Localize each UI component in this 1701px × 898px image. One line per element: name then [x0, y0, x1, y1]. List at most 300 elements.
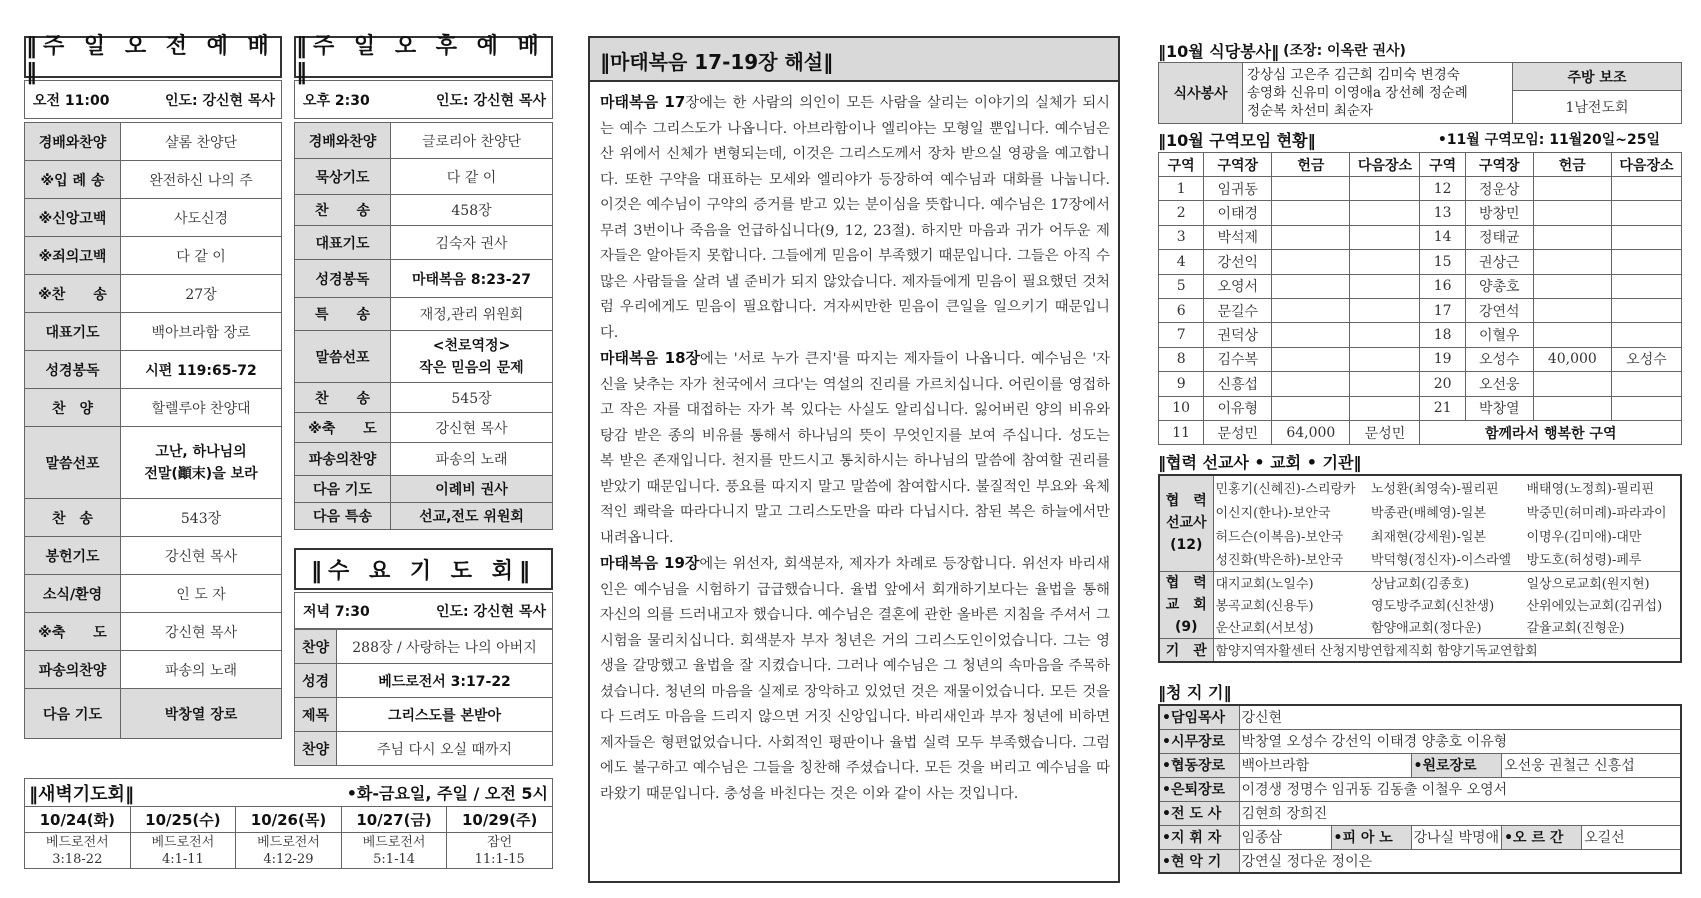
- afternoon-row-label: 경배와찬양: [295, 123, 391, 159]
- morning-row-label: 소식/환영: [25, 575, 121, 613]
- district-cell: 13: [1420, 201, 1465, 225]
- morning-row-label: ※신앙고백: [25, 199, 121, 237]
- morning-row: [25, 427, 282, 499]
- district-row: [1159, 323, 1682, 347]
- district-cell: 임귀동: [1204, 177, 1272, 201]
- cafeteria-chair: (조장: 이옥란 권사): [1283, 43, 1406, 59]
- district-cell: [1272, 372, 1350, 396]
- district-next: •11월 구역모임: 11월20일~25일: [1437, 132, 1660, 148]
- staff-organ-label: •오 르 간: [1502, 825, 1582, 849]
- afternoon-row: [295, 476, 553, 503]
- afternoon-row: [295, 195, 553, 226]
- district-cell: 20: [1420, 372, 1465, 396]
- district-cell: 정운상: [1465, 177, 1533, 201]
- wednesday-row: [295, 732, 553, 766]
- staff: [1158, 678, 1682, 874]
- district-cell: [1350, 347, 1420, 371]
- kitchen-label: 주방 보조: [1513, 63, 1682, 91]
- missionary-entry: 이명우(김미애)-대만: [1526, 529, 1642, 545]
- district-cell: 11: [1159, 420, 1204, 444]
- district-cell: 권상근: [1465, 250, 1533, 274]
- district-cell: 1: [1159, 177, 1204, 201]
- afternoon-row-value: 김숙자 권사: [391, 226, 553, 260]
- missionary-entry: 노성환(최영숙)-필리핀: [1371, 482, 1499, 497]
- district-cell: [1533, 396, 1611, 420]
- district-cell: 김수복: [1204, 347, 1272, 371]
- missionary-entry: 민홍기(신혜진)-스리랑카: [1215, 482, 1356, 497]
- afternoon-row-label: 성경봉독: [295, 260, 391, 298]
- commentary-head-18: 마태복음 18장: [600, 349, 701, 367]
- afternoon-row-label: 파송의찬양: [295, 443, 391, 476]
- dawn-verse: 4:12-29: [263, 851, 314, 867]
- cafeteria-service: [1158, 38, 1682, 124]
- district-cell: 문성민: [1204, 420, 1272, 444]
- district-cell: [1533, 201, 1611, 225]
- district-cell: [1611, 298, 1681, 322]
- afternoon-row-value: 선교,전도 위원회: [391, 503, 553, 530]
- wednesday-row-value: 주님 다시 오실 때까지: [337, 732, 553, 766]
- wednesday-row-value: 그리스도를 본받아: [337, 698, 553, 732]
- afternoon-row: [295, 226, 553, 260]
- district-cell: [1533, 298, 1611, 322]
- afternoon-worship: [294, 36, 553, 530]
- staff-honor: 오선웅 권철근 신흥섭: [1502, 753, 1681, 777]
- district-cell: 이혈우: [1465, 323, 1533, 347]
- district-cell: [1272, 250, 1350, 274]
- district-cell: [1533, 250, 1611, 274]
- district-row: [1159, 250, 1682, 274]
- church-entry: 대지교회(노일수): [1213, 571, 1369, 593]
- district-cell: 21: [1420, 396, 1465, 420]
- district-cell: 17: [1420, 298, 1465, 322]
- dawn-reading: [130, 833, 236, 869]
- district-header: 다음장소: [1350, 153, 1420, 177]
- afternoon-row: [295, 443, 553, 476]
- staff-elders: 박창열 오성수 강선익 이태경 양총호 이유형: [1239, 729, 1681, 753]
- dawn-note: •화-금요일, 주일 / 오전 5시: [346, 784, 548, 803]
- partners-title: ‖협력 선교사 • 교회 • 기관‖: [1158, 452, 1362, 472]
- commentary: [588, 36, 1120, 883]
- org-entries: 함양지역자활센터 산청지방연합제직회 함양기독교연합회: [1213, 638, 1681, 662]
- district-cell: 문성민: [1350, 420, 1420, 444]
- missionary-entry: 박종관(배혜영)-일본: [1371, 505, 1487, 521]
- afternoon-row-value: 글로리아 찬양단: [391, 123, 553, 159]
- afternoon-row: [295, 298, 553, 331]
- district-cell: 10: [1159, 396, 1204, 420]
- afternoon-row-value: 파송의 노래: [391, 443, 553, 476]
- dawn-day: 10/29(주): [447, 807, 553, 833]
- district-cell: 4: [1159, 250, 1204, 274]
- district-cell: 8: [1159, 347, 1204, 371]
- morning-row-value: 할렐루야 찬양대: [121, 389, 282, 427]
- afternoon-row-value: 다 같 이: [391, 159, 553, 195]
- district-cell: [1611, 201, 1681, 225]
- morning-row: [25, 613, 282, 651]
- afternoon-row-label: 대표기도: [295, 226, 391, 260]
- afternoon-row-value: 458장: [391, 195, 553, 226]
- morning-row: [25, 389, 282, 427]
- church-label: [1159, 571, 1213, 638]
- church-entry: 함양애교회(정다운): [1371, 621, 1482, 637]
- district-cell: [1611, 274, 1681, 298]
- dawn-book: 베드로전서: [151, 834, 215, 850]
- district-header: 구역: [1159, 153, 1204, 177]
- morning-row-value: 파송의 노래: [121, 651, 282, 689]
- dawn-reading: [341, 833, 447, 869]
- district-cell: [1350, 298, 1420, 322]
- district-cell: 64,000: [1272, 420, 1350, 444]
- church-entry: 산위에있는교회(김귀섭): [1526, 598, 1663, 614]
- wednesday-row-label: 제목: [295, 698, 337, 732]
- commentary-body: [590, 82, 1118, 807]
- afternoon-row: [295, 123, 553, 159]
- morning-row: [25, 651, 282, 689]
- church-entry: 일상으로교회(원지현): [1524, 571, 1681, 593]
- morning-leader: 인도: 강신현 목사: [133, 81, 281, 119]
- staff-cond-label: •지 휘 자: [1159, 825, 1239, 849]
- morning-row-value: 시편 119:65-72: [121, 351, 282, 389]
- morning-row-label: 봉헌기도: [25, 537, 121, 575]
- morning-row-value-line-1: 고난, 하나님의: [155, 443, 247, 460]
- district-cell: 오영서: [1204, 274, 1272, 298]
- district-cell: [1611, 177, 1681, 201]
- afternoon-order-table: [294, 122, 553, 530]
- district-cell: 14: [1420, 225, 1465, 249]
- district-row: [1159, 225, 1682, 249]
- district-cell: [1272, 396, 1350, 420]
- cafeteria-names-line-2: 송영화 신유미 이영애a 장선혜 정순례: [1247, 85, 1468, 101]
- partners: [1158, 448, 1682, 663]
- afternoon-row-label: 특 송: [295, 298, 391, 331]
- district-cell: 오성수: [1611, 347, 1681, 371]
- dawn-reading: [447, 833, 553, 869]
- dawn-book: 베드로전서: [45, 834, 109, 850]
- wednesday-order-table: [294, 629, 553, 766]
- afternoon-title: ‖주 일 오 후 예 배‖: [294, 36, 553, 78]
- morning-row: [25, 199, 282, 237]
- morning-row-label: ※입 례 송: [25, 161, 121, 199]
- district-row: [1159, 420, 1682, 444]
- cafeteria-names-line-1: 강상심 고은주 김근희 김미숙 변경숙: [1247, 67, 1460, 83]
- wednesday-row-value: 288장 / 사랑하는 나의 아버지: [337, 630, 553, 664]
- district-cell: [1533, 177, 1611, 201]
- morning-row-value: 샬롬 찬양단: [121, 123, 282, 161]
- morning-row-value-line-2: 전말(顚末)을 보라: [144, 465, 258, 482]
- morning-title: ‖주 일 오 전 예 배‖: [24, 36, 282, 78]
- commentary-title: ‖마태복음 17-19장 해설‖: [590, 38, 1118, 82]
- afternoon-row-label: 말씀선포: [295, 331, 391, 383]
- district-cell: [1350, 177, 1420, 201]
- district-row: [1159, 298, 1682, 322]
- district-row: [1159, 347, 1682, 371]
- morning-time: 오전 11:00: [25, 81, 134, 119]
- district-cell: 3: [1159, 225, 1204, 249]
- district-cell: 이유형: [1204, 396, 1272, 420]
- district-cell: 18: [1420, 323, 1465, 347]
- district-cell: [1272, 298, 1350, 322]
- district-header: 다음장소: [1611, 153, 1681, 177]
- morning-worship: [24, 36, 282, 739]
- morning-row-label: ※죄의고백: [25, 237, 121, 275]
- afternoon-time: 오후 2:30: [295, 81, 397, 119]
- staff-piano-label: •피 아 노: [1331, 825, 1411, 849]
- district-cell: [1272, 177, 1350, 201]
- dawn-prayer: [24, 778, 553, 869]
- staff-organ: 오길선: [1582, 825, 1681, 849]
- district-cell: 박창열: [1465, 396, 1533, 420]
- district-cell: 오성수: [1465, 347, 1533, 371]
- commentary-paragraph-18: [600, 346, 1110, 551]
- district-header: 헌금: [1533, 153, 1611, 177]
- district-cell: 9: [1159, 372, 1204, 396]
- district-header: 구역: [1420, 153, 1465, 177]
- district-cell: 19: [1420, 347, 1465, 371]
- morning-row: [25, 313, 282, 351]
- morning-row-label: 찬 양: [25, 389, 121, 427]
- district-cell: [1533, 274, 1611, 298]
- staff-retired: 이경생 정명수 임귀동 김동출 이철우 오영서: [1239, 777, 1681, 801]
- church-label-line-2: 교 회: [1165, 596, 1207, 613]
- morning-row: [25, 537, 282, 575]
- afternoon-row: [295, 383, 553, 413]
- district-cell: 7: [1159, 323, 1204, 347]
- morning-row: [25, 123, 282, 161]
- district-cell: [1350, 201, 1420, 225]
- church-entry: 영도방주교회(신찬생): [1371, 598, 1495, 614]
- district-cell: [1350, 372, 1420, 396]
- wednesday-row-label: 찬양: [295, 630, 337, 664]
- afternoon-row: [295, 260, 553, 298]
- wednesday-row: [295, 664, 553, 698]
- church-entry: 상남교회(김종호): [1369, 571, 1524, 593]
- commentary-paragraph-19: [600, 551, 1110, 807]
- morning-row-value: 543장: [121, 499, 282, 537]
- district-cell: 양총호: [1465, 274, 1533, 298]
- district-header: 헌금: [1272, 153, 1350, 177]
- missionary-entry: 박중민(허미례)-파라과이: [1526, 505, 1667, 521]
- morning-row: [25, 689, 282, 739]
- afternoon-row-label: ※축 도: [295, 413, 391, 443]
- afternoon-row-label: 찬 송: [295, 195, 391, 226]
- kitchen-value: 1남전도회: [1513, 91, 1682, 124]
- morning-row-label: ※찬 송: [25, 275, 121, 313]
- district-cell: 박석제: [1204, 225, 1272, 249]
- staff-retired-label: •은퇴장로: [1159, 777, 1239, 801]
- staff-cond: 임종삼: [1239, 825, 1331, 849]
- church-entry: 봉곡교회(신용두): [1215, 598, 1314, 614]
- dawn-day: 10/25(수): [130, 807, 236, 833]
- dawn-day: 10/26(목): [236, 807, 342, 833]
- district-row: [1159, 396, 1682, 420]
- district-cell: [1533, 372, 1611, 396]
- district-cell: [1533, 323, 1611, 347]
- staff-evang: 김현희 장희진: [1239, 801, 1681, 825]
- district-cell: [1272, 225, 1350, 249]
- afternoon-row-label: 다음 특송: [295, 503, 391, 530]
- morning-row-label: ※축 도: [25, 613, 121, 651]
- morning-row-label: 말씀선포: [25, 427, 121, 499]
- staff-evang-label: •전 도 사: [1159, 801, 1239, 825]
- afternoon-row: [295, 503, 553, 530]
- district-table: [1158, 152, 1682, 445]
- morning-row: [25, 351, 282, 389]
- district-cell: 방창민: [1465, 201, 1533, 225]
- wednesday-row-label: 찬양: [295, 732, 337, 766]
- district-cell: [1272, 274, 1350, 298]
- missionary-entry: 방도호(허성령)-페루: [1526, 553, 1642, 569]
- district-header: 구역장: [1204, 153, 1272, 177]
- staff-table: [1158, 704, 1682, 874]
- staff-piano: 강나실 박명애: [1411, 825, 1502, 849]
- missionary-entry: 배태영(노정희)-필리핀: [1526, 482, 1655, 497]
- dawn-book: 베드로전서: [257, 834, 320, 850]
- district-header: 구역장: [1465, 153, 1533, 177]
- afternoon-row-label: 찬 송: [295, 383, 391, 413]
- dawn-verse: 5:1-14: [373, 851, 415, 867]
- dawn-reading: [25, 833, 131, 869]
- commentary-text-19: 에는 위선자, 회색분자, 제자가 차례로 등장합니다. 위선자 바리새인은 예수님을 시험하기 급급했습니다. 율법 앞에서 회개하기보다는 율법을 통해 자신의 의를 드러내고자 했습니다. 예수님은 결혼에 관한 올바른 지침을 주셔서 그 시험을 물리치십니다. 회색분자 부자 청년은 거의 그리스도인이었습니다. 그는 영생을 갈망했고 율법을 잘 지켰습니다. 그러나 예수님은 그 청년의 속마음을 주목하셨습니다. 청년의 마음을 실제로 장악하고 있었던 것은 재물이었습니다. 모든 것을 다 드려도 마음을 드리지 않으면 거짓 신앙입니다. 바리새인과 부자 청년에 비하면 제자들은 형편없었습니다. 사회적인 평판이나 율법 실력 모두 부족했습니다. 그럼에도 불구하고 예수님은 그들을 칭찬해 주셨습니다. 모든 것을 버리고 예수님을 따라왔기 때문입니다. 충성을 바친다는 것은 이와 같이 사는 것입니다.: [600, 556, 1111, 802]
- district-cell: [1350, 274, 1420, 298]
- dawn-verse: 3:18-22: [52, 851, 103, 867]
- district-cell: 2: [1159, 201, 1204, 225]
- commentary-head-17: 마태복음 17: [600, 93, 686, 111]
- morning-row: [25, 275, 282, 313]
- morning-row-value: 다 같 이: [121, 237, 282, 275]
- morning-row-value: 인 도 자: [121, 575, 282, 613]
- district-cell: [1272, 201, 1350, 225]
- morning-row-label: 파송의찬양: [25, 651, 121, 689]
- staff-assoc-label: •협동장로: [1159, 753, 1239, 777]
- district-cell: [1350, 396, 1420, 420]
- district-cell: [1611, 323, 1681, 347]
- commentary-text-18: 에는 '서로 누가 큰지'를 따지는 제자들이 나옵니다. 예수님은 '자신을 낮추는 자가 천국에서 크다'는 역설의 진리를 가르치십니다. 어린이를 영접하고 작은 자를 대접하는 자가 복 있다는 사실도 알리십니다. 잃어버린 양의 비유와 탕감 받은 종의 비유를 통해서 하나님의 뜻이 무엇인지를 보여 주십니다. 성도는 복 받은 존재입니다. 천지를 만드시고 통치하시는 하나님의 말씀에 참여할 권리를 받았기 때문입니다. 풍요를 따지지 말고 말씀에 참여합시다. 불질적인 부요와 육체적인 쾌락을 따라다니지 말고 그리스도만을 따라 다닙시다. 참된 복은 하늘에서만 내려옵니다.: [600, 351, 1110, 546]
- morning-row-value: 박창열 장로: [121, 689, 282, 739]
- district-cell: [1272, 347, 1350, 371]
- district-cell: [1533, 225, 1611, 249]
- staff-orch-label: •현 악 기: [1159, 849, 1239, 873]
- cafeteria-names: [1243, 63, 1513, 124]
- wednesday-title: ‖수 요 기 도 회‖: [294, 548, 553, 590]
- missionary-label-line-1: 협 력: [1165, 493, 1207, 510]
- district-cell: [1611, 396, 1681, 420]
- district-row: [1159, 372, 1682, 396]
- afternoon-row-label: 다음 기도: [295, 476, 391, 503]
- org-label: 기 관: [1159, 638, 1213, 662]
- staff-elders-label: •시무장로: [1159, 729, 1239, 753]
- morning-row-value: 강신현 목사: [121, 537, 282, 575]
- afternoon-row-value: 이례비 권사: [391, 476, 553, 503]
- dawn-verse: 4:1-11: [161, 851, 204, 867]
- afternoon-leader: 인도: 강신현 목사: [396, 81, 552, 119]
- district-meetings: [1158, 126, 1682, 445]
- morning-row-value: 사도신경: [121, 199, 282, 237]
- district-cell: 신흥섭: [1204, 372, 1272, 396]
- afternoon-row: [295, 331, 553, 383]
- morning-row-label: 경배와찬양: [25, 123, 121, 161]
- morning-row: [25, 575, 282, 613]
- wednesday-row-label: 성경: [295, 664, 337, 698]
- morning-row-label: 대표기도: [25, 313, 121, 351]
- district-cell: 오선웅: [1465, 372, 1533, 396]
- district-cell: [1350, 225, 1420, 249]
- morning-row: [25, 237, 282, 275]
- morning-row-label: 찬 송: [25, 499, 121, 537]
- morning-row-value: 백아브라함 장로: [121, 313, 282, 351]
- missionary-label-line-3: (12): [1170, 537, 1203, 554]
- morning-row-value: [121, 427, 282, 499]
- afternoon-row-value-line-1: <천로역정>: [432, 337, 511, 354]
- district-cell: 16: [1420, 274, 1465, 298]
- district-cell: 40,000: [1533, 347, 1611, 371]
- district-cell: 문길수: [1204, 298, 1272, 322]
- afternoon-row-value: [391, 331, 553, 383]
- afternoon-row-value: 재정,관리 위원회: [391, 298, 553, 331]
- staff-orch: 강연실 정다운 정이은: [1239, 849, 1681, 873]
- dawn-book: 베드로전서: [362, 834, 426, 850]
- dawn-day: 10/27(금): [341, 807, 447, 833]
- missionary-label-line-2: 선교사: [1165, 515, 1207, 532]
- commentary-paragraph-17: [600, 90, 1110, 346]
- missionary-entry: 허드슨(이복음)-보안국: [1215, 529, 1344, 545]
- district-cell: [1611, 250, 1681, 274]
- wednesday-prayer: [294, 548, 553, 766]
- morning-order-table: [24, 122, 282, 739]
- church-label-line-3: (9): [1174, 618, 1198, 635]
- church-label-line-1: 협 력: [1165, 574, 1207, 591]
- missionary-entry: 최재현(강세원)-일본: [1371, 529, 1487, 545]
- dawn-schedule-table: [24, 806, 553, 869]
- staff-title: ‖청 지 기‖: [1158, 682, 1232, 702]
- morning-row-value: 완전하신 나의 주: [121, 161, 282, 199]
- district-cell: 이태경: [1204, 201, 1272, 225]
- district-cell: 강연석: [1465, 298, 1533, 322]
- staff-assoc: 백아브라함: [1239, 753, 1411, 777]
- wednesday-row-value: 베드로전서 3:17-22: [337, 664, 553, 698]
- afternoon-row-value: 마태복음 8:23-27: [391, 260, 553, 298]
- morning-row-value: 강신현 목사: [121, 613, 282, 651]
- dawn-title: ‖새벽기도회‖: [29, 783, 134, 805]
- morning-row-label: 성경봉독: [25, 351, 121, 389]
- missionary-entry: 이신지(한나)-보안국: [1215, 505, 1331, 521]
- afternoon-row-label: 묵상기도: [295, 159, 391, 195]
- district-row: [1159, 177, 1682, 201]
- district-cell: [1272, 323, 1350, 347]
- district-row: [1159, 201, 1682, 225]
- cafeteria-names-line-3: 정순복 차선미 최순자: [1247, 103, 1373, 119]
- cafeteria-label: 식사봉사: [1159, 63, 1243, 124]
- dawn-book: 잠언: [487, 834, 513, 850]
- district-footer: 함께라서 행복한 구역: [1420, 420, 1682, 444]
- district-cell: [1350, 250, 1420, 274]
- morning-row-value: 27장: [121, 275, 282, 313]
- afternoon-row: [295, 159, 553, 195]
- partners-table: [1158, 474, 1682, 663]
- cafeteria-title: ‖10월 식당봉사‖: [1158, 41, 1280, 61]
- wednesday-leader: 인도: 강신현 목사: [396, 593, 552, 629]
- staff-senior: 강신현: [1239, 705, 1681, 729]
- missionary-entry: 성진화(박은하)-보안국: [1215, 553, 1344, 569]
- dawn-reading: [236, 833, 342, 869]
- church-entry: 갈율교회(진형운): [1526, 621, 1625, 637]
- district-cell: 6: [1159, 298, 1204, 322]
- wednesday-row: [295, 630, 553, 664]
- commentary-text-17: 장에는 한 사람의 의인이 모든 사람을 살리는 이야기의 실체가 되시는 예수 그리스도가 나옵니다. 아브라함이나 엘리야는 모형일 뿐입니다. 예수님은 산 위에서 신체가 변형되는데, 이것은 그리스도께서 장차 받으실 영광을 예고합니다. 또한 구약을 대표하는 모세와 엘리야가 등장하여 예수님과 대화를 나눕니다. 이것은 예수님이 구약의 증거를 받고 있는 분이심을 뜻합니다. 예수님은 17장에서 무려 3번이나 죽음을 언급하십니다(9, 12, 23절). 하지만 마음과 귀가 어두운 제자들은 알아듣지 못합니다. 그들에게 믿음이 부족했기 때문입니다. 그들은 아직 수많은 사람들을 살려 낼 준비가 되지 않았습니다. 제자들에게 믿음이 필요했던 것처럼 우리에게도 믿음이 필요합니다. 겨자씨만한 믿음이 큰일을 일으키기 때문입니다.: [600, 95, 1110, 341]
- district-cell: 정태균: [1465, 225, 1533, 249]
- afternoon-row-value-line-2: 작은 믿음의 문제: [419, 359, 524, 376]
- district-cell: [1611, 225, 1681, 249]
- morning-row: [25, 499, 282, 537]
- dawn-verse: 11:1-15: [474, 851, 525, 867]
